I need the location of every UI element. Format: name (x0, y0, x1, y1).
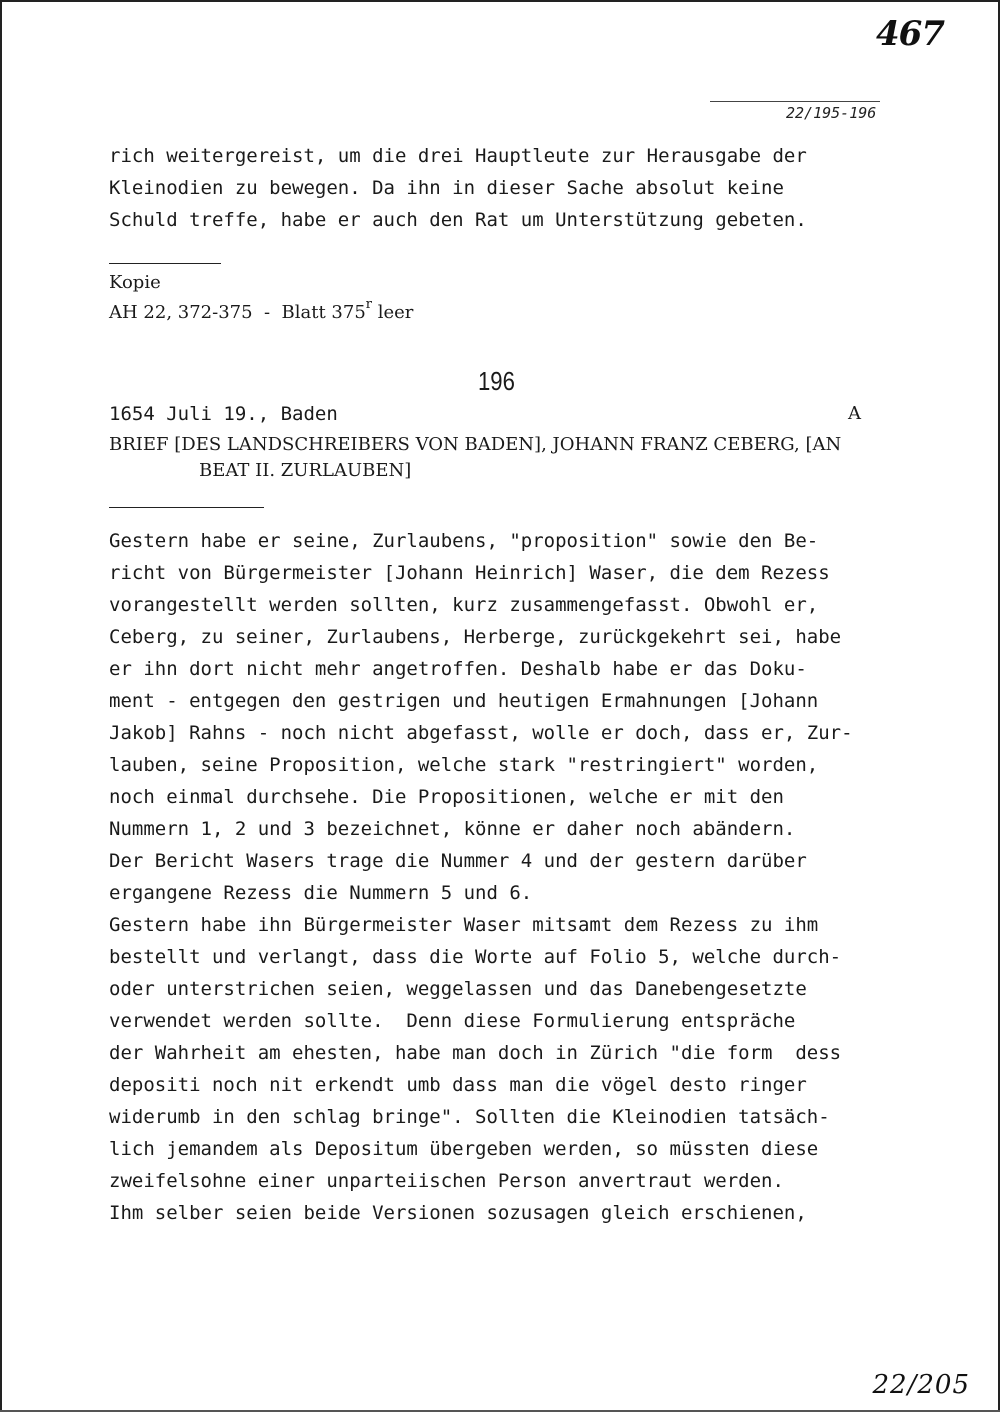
body-line: bestellt und verlangt, dass die Worte auf Folio 5, welche durch- (109, 946, 842, 968)
title-line: BEAT II. ZURLAUBEN] (199, 460, 412, 481)
scan-border-top (0, 0, 1000, 2)
body-line: Ihm selber seien beide Versionen sozusagen gleich erschienen, (109, 1202, 807, 1224)
handwritten-footer-number: 22/205 (872, 1370, 970, 1400)
body-line: richt von Bürgermeister [Johann Heinrich] Waser, die dem Rezess (109, 562, 830, 584)
body-line: vorangestellt werden sollten, kurz zusammengefasst. Obwohl er, (109, 594, 819, 616)
body-line: oder unterstrichen seien, weggelassen und das Danebengesetzte (109, 978, 807, 1000)
document-title (109, 432, 841, 484)
body-line: lauben, seine Proposition, welche stark "restringiert" worden, (109, 754, 819, 776)
title-line: BRIEF [DES LANDSCHREIBERS VON BADEN], JOHANN FRANZ CEBERG, [AN (109, 434, 842, 455)
body-line: Jakob] Rahns - noch nicht abgefasst, wolle er doch, dass er, Zur- (109, 722, 853, 744)
source-note (109, 272, 413, 324)
source-reference-sup: r (365, 297, 373, 312)
intro-line: Schuld treffe, habe er auch den Rat um Unterstützung gebeten. (109, 209, 807, 231)
handwritten-page-number: 467 (876, 14, 944, 54)
reference-rule (710, 101, 880, 102)
body-line: widerumb in den schlag bringe". Sollten die Kleinodien tatsäch- (109, 1106, 830, 1128)
title-divider (109, 507, 264, 508)
body-line: depositi noch nit erkendt umb dass man die vögel desto ringer (109, 1074, 807, 1096)
source-type: Kopie (109, 272, 161, 293)
body-line: Der Bericht Wasers trage die Nummer 4 und der gestern darüber (109, 850, 807, 872)
source-reference-text: AH 22, 372-375 - Blatt 375 (109, 302, 366, 323)
document-number: 196 (478, 366, 515, 396)
body-line: der Wahrheit am ehesten, habe man doch in Zürich "die form dess (109, 1042, 842, 1064)
body-line: Gestern habe er seine, Zurlaubens, "proposition" sowie den Be- (109, 530, 819, 552)
intro-line: rich weitergereist, um die drei Hauptleute zur Herausgabe der (109, 145, 807, 167)
source-reference-suffix: leer (372, 302, 414, 323)
date-place: 1654 Juli 19., Baden (109, 403, 338, 425)
reference-label: 22/195-196 (786, 104, 877, 122)
body-line: lich jemandem als Depositum übergeben werden, so müssten diese (109, 1138, 819, 1160)
scan-border-left (0, 0, 2, 1412)
body-line: Gestern habe ihn Bürgermeister Waser mitsamt dem Rezess zu ihm (109, 914, 819, 936)
body-line: verwendet werden sollte. Denn diese Formulierung entspräche (109, 1010, 796, 1032)
body-paragraph (109, 525, 853, 1229)
source-reference (109, 294, 413, 324)
body-line: noch einmal durchsehe. Die Propositionen, welche er mit den (109, 786, 784, 808)
date-place-line (109, 398, 861, 430)
intro-line: Kleinodien zu bewegen. Da ihn in dieser Sache absolut keine (109, 177, 784, 199)
body-line: Nummern 1, 2 und 3 bezeichnet, könne er daher noch abändern. (109, 818, 796, 840)
letter-marker: A (848, 403, 861, 424)
body-line: er ihn dort nicht mehr angetroffen. Deshalb habe er das Doku- (109, 658, 807, 680)
intro-paragraph (109, 140, 807, 236)
body-line: zweifelsohne einer unparteiischen Person anvertraut werden. (109, 1170, 784, 1192)
body-line: ergangene Rezess die Nummern 5 und 6. (109, 882, 533, 904)
body-line: ment - entgegen den gestrigen und heutigen Ermahnungen [Johann (109, 690, 819, 712)
body-line: Ceberg, zu seiner, Zurlaubens, Herberge, zurückgekehrt sei, habe (109, 626, 842, 648)
section-divider (109, 263, 221, 264)
